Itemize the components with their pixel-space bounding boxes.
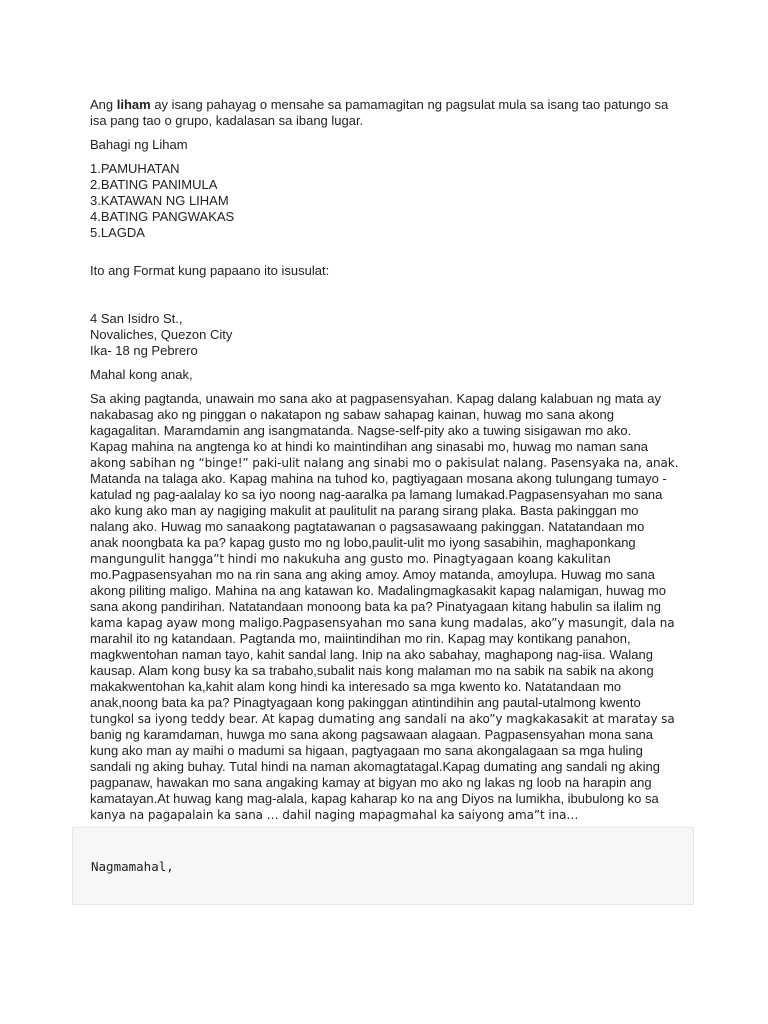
parts-list-item: 4.BATING PANGWAKAS xyxy=(90,209,235,224)
body-line: ako kung ako man ay nagiging makulit at paulitulit na parang sirang plaka. Basta pakinggan mo xyxy=(90,503,639,518)
body-line: mo.Pagpasensyahan mo na rin sana ang aking amoy. Amoy matanda, amoylupa. Huwag mo sana xyxy=(90,567,655,582)
parts-heading: Bahagi ng Liham xyxy=(90,137,188,152)
body-line: marahil ito ng katandaan. Pagtanda mo, maiintindihan mo rin. Kapag may kontikang panahon, xyxy=(90,631,631,646)
body-line: kausap. Alam kong busy ka sa trabaho,subalit nais kong malaman mo na sabik na sabik na akong xyxy=(90,663,654,678)
letter-document xyxy=(90,97,690,823)
address-line: 4 San Isidro St., xyxy=(90,311,183,326)
address-line: Novaliches, Quezon City xyxy=(90,327,233,342)
body-line: pagpanaw, hawakan mo sana angaking kamay at bigyan mo ako ng lakas ng loob na harapin ang xyxy=(90,775,652,790)
parts-list-item: 1.PAMUHATAN xyxy=(90,161,180,176)
intro-paragraph xyxy=(90,97,690,129)
parts-list-item: 2.BATING PANIMULA xyxy=(90,177,218,192)
body-line: Kapag mahina na angtenga ko at hindi ko maintindihan ang sinasabi mo, huwag mo naman sana xyxy=(90,439,648,454)
body-line: anak,noong bata ka pa? Pinagtyagaan kong pakinggan atintindihin ang pautal-utalmong kwento xyxy=(90,695,641,710)
body-line: sana akong pandirihan. Natatandaan monoong bata ka pa? Pinatyagaan kitang habulin sa ilalim ng xyxy=(90,599,661,614)
body-line: kung ako man ay maihi o madumi sa higaan, pagtyagaan mo sana akongalagaan sa mga huling xyxy=(90,743,643,758)
intro-bold-term: liham xyxy=(116,97,151,112)
parts-list-item: 5.LAGDA xyxy=(90,225,145,240)
letter-heading-address xyxy=(90,311,690,359)
body-line: tungkol sa iyong teddy bear. At kapag dumating ang sandali na ako”y magkakasakit at maratay sa xyxy=(90,712,675,726)
letter-greeting: Mahal kong anak, xyxy=(90,367,193,382)
parts-list xyxy=(90,161,690,241)
body-line: nalang ako. Huwag mo sanaakong pagtatawanan o pagsasawaang pakinggan. Natatandaan mo xyxy=(90,519,645,534)
letter-closing: Nagmamahal, xyxy=(91,859,174,874)
body-line: mangungulit hangga”t hindi mo nakukuha ang gusto mo. Pinagtyagaan koang kakulitan xyxy=(90,552,611,566)
body-line: sandali ng aking buhay. Tutal hindi na naman akomagtatagal.Kapag dumating ang sandali ng aking xyxy=(90,759,661,774)
body-line: Matanda na talaga ako. Kapag mahina na tuhod ko, pagtiyagaan mosana akong tulungang tumayo - xyxy=(90,471,667,486)
intro-line-1 xyxy=(90,97,690,113)
body-line: katulad ng pag-aalalay ko sa iyo noong nag-aaralka pa lamang lumakad.Pagpasensyahan mo sana xyxy=(90,487,663,502)
body-line: Sa aking pagtanda, unawain mo sana ako at pagpasensyahan. Kapag dalang kalabuan ng mata ay xyxy=(90,391,661,406)
body-line: banig ng karamdaman, huwga mo sana akong pagsawaan alagaan. Pagpasensyahan mona sana xyxy=(90,727,654,742)
format-line: Ito ang Format kung papaano ito isusulat: xyxy=(90,263,330,278)
address-date: Ika- 18 ng Pebrero xyxy=(90,343,198,358)
body-line: kanya na pagapalain ka sana … dahil naging mapagmahal ka saiyong ama”t ina… xyxy=(90,808,579,822)
body-line: makakwentohan ka,kahit alam kong hindi ka interesado sa mga kwento ko. Natatandaan mo xyxy=(90,679,622,694)
closing-block xyxy=(72,827,694,905)
body-line: akong sabihan ng “binge!” paki-ulit nalang ang sinabi mo o pakisulat nalang. Pasensyaka na, anak. xyxy=(90,456,679,470)
letter-body xyxy=(90,391,690,823)
intro-text-rest: ay isang pahayag o mensahe sa pamamagitan ng pagsulat mula sa isang tao patungo sa xyxy=(150,97,669,112)
body-line: anak noongbata ka pa? kapag gusto mo ng lobo,paulit-ulit mo iyong sasabihin, maghaponkang xyxy=(90,535,636,550)
parts-list-item: 3.KATAWAN NG LIHAM xyxy=(90,193,229,208)
body-line: kagagalitan. Maramdamin ang isangmatanda. Nagse-self-pity ako a tuwing sisigawan mo ako. xyxy=(90,423,632,438)
body-line: kamatayan.At huwag kang mag-alala, kapag kaharap ko na ang Diyos na lumikha, ibubulong ko sa xyxy=(90,791,659,806)
body-line: nakabasag ako ng pinggan o nakatapon ng sabaw sahapag kainan, huwag mo sana akong xyxy=(90,407,615,422)
intro-line-2: isa pang tao o grupo, kadalasan sa ibang lugar. xyxy=(90,113,364,128)
body-line: kama kapag ayaw mong maligo.Pagpasensyahan mo sana kung madalas, ako”y masungit, dala na xyxy=(90,616,675,630)
body-line: magkwentohan naman tayo, kahit sandal lang. Inip na ako sabahay, maghapong nag-iisa. Walang xyxy=(90,647,653,662)
intro-text-start: Ang xyxy=(90,97,117,112)
body-line: akong piliting maligo. Mahina na ang katawan ko. Madalingmagkasakit kapag nalamigan, huwag mo xyxy=(90,583,666,598)
